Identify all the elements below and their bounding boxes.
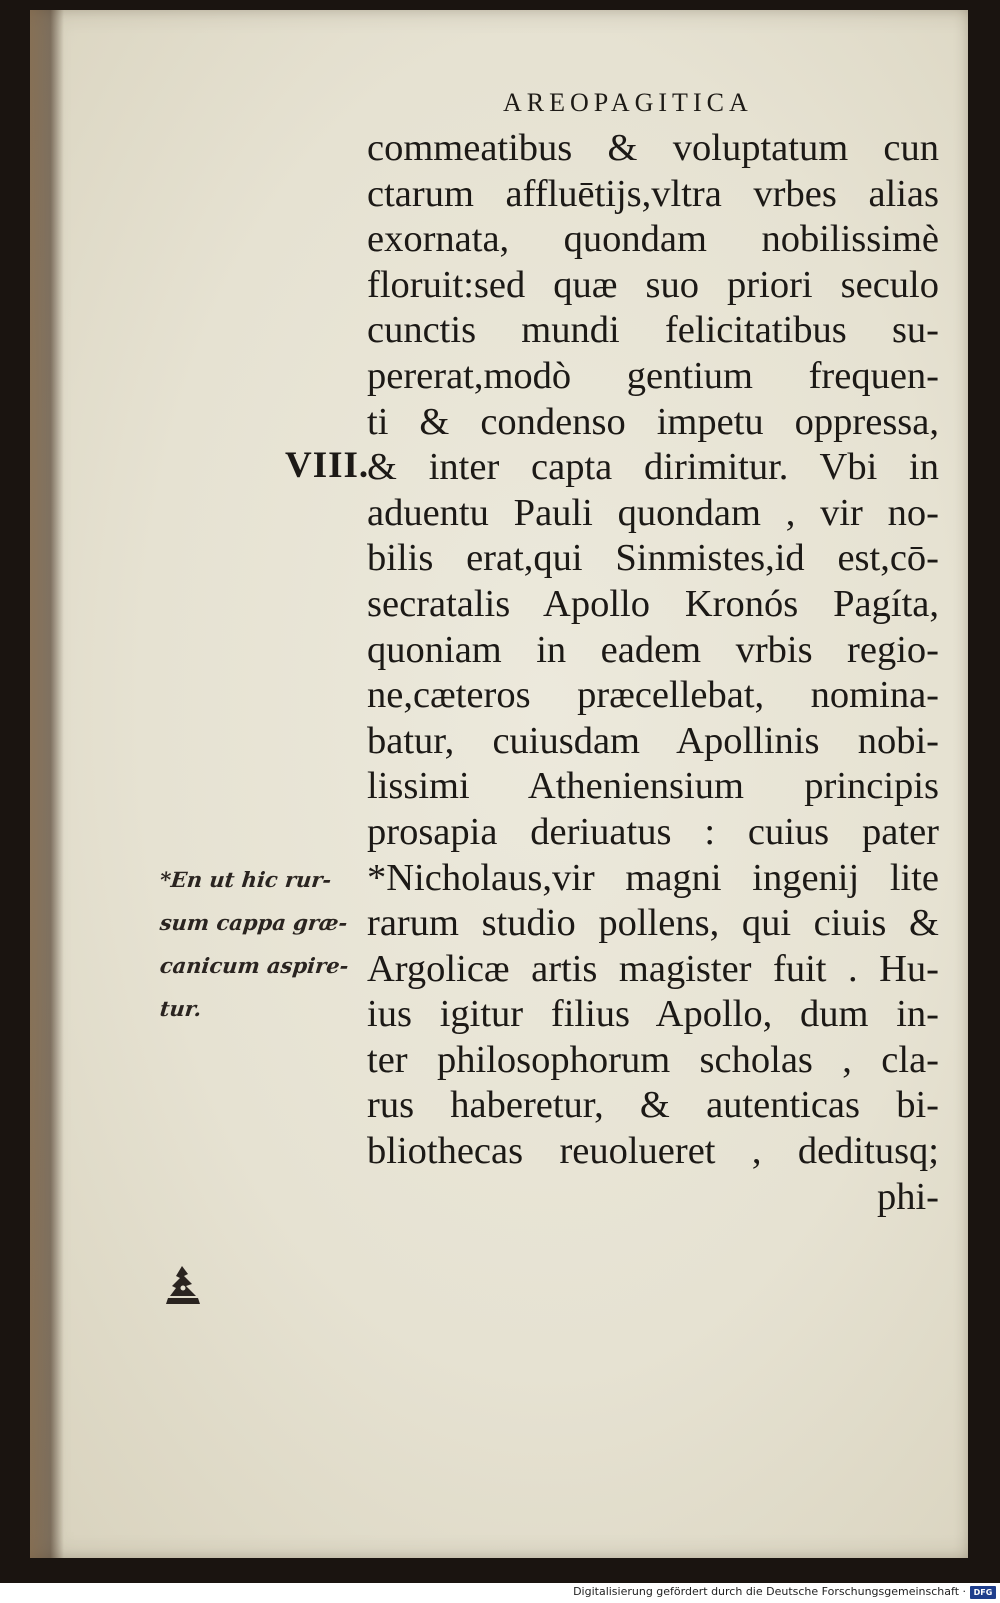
text-line: ius igitur filius Apollo, dum in-	[367, 993, 939, 1036]
text-line: Argolicæ artis magister fuit . Hu-	[367, 947, 939, 990]
text-line: rarum studio pollens, qui ciuis &	[367, 902, 939, 945]
text-line: rus haberetur, & autenticas bi-	[367, 1084, 939, 1127]
text-line: bilis erat,qui Sinmistes,id est,cō-	[367, 537, 939, 580]
running-head: AREOPAGITICA	[503, 88, 753, 117]
text-line: bliothecas reuolueret , deditusq;	[367, 1130, 939, 1173]
text-line: secratalis Apollo Kronós Pagíta,	[367, 582, 939, 625]
digitization-credit: Digitalisierung gefördert durch die Deutsche Forschungsgemeinschaft ·	[573, 1585, 966, 1598]
page-spine-shadow	[30, 10, 64, 1558]
text-line: pererat,modò gentium frequen-	[367, 354, 939, 397]
text-line: ter philosophorum scholas , cla-	[367, 1038, 939, 1081]
marginal-line: *En ut hic rur-	[158, 867, 333, 892]
chapter-number: VIII.	[285, 445, 370, 486]
text-line: ne,cæteros præcellebat, nomina-	[367, 674, 939, 717]
text-line: commeatibus & voluptatum cun	[367, 127, 939, 169]
text-line: exornata, quondam nobilissimè	[367, 218, 939, 261]
text-line: batur, cuiusdam Apollinis nobi-	[367, 719, 939, 762]
text-line: ctarum affluētijs,vltra vrbes alias	[367, 172, 939, 215]
text-line: aduentu Pauli quondam , vir no-	[367, 491, 939, 534]
text-line: prosapia deriuatus : cuius pater	[367, 810, 939, 853]
text-line: & inter capta dirimitur. Vbi in	[367, 446, 939, 489]
marginal-line: sum cappa græ-	[158, 910, 349, 935]
text-line: ti & condenso impetu oppressa,	[367, 400, 939, 443]
text-line: *Nicholaus,vir magni ingenij lite	[367, 856, 939, 899]
printer-ornament-icon	[162, 1262, 204, 1308]
catchword: phi-	[876, 1175, 939, 1218]
text-line: quoniam in eadem vrbis regio-	[367, 628, 939, 671]
body-text	[367, 126, 939, 1220]
marginal-note	[160, 858, 370, 1030]
marginal-line: canicum aspire-	[158, 953, 350, 978]
text-line: cunctis mundi felicitatibus su-	[367, 309, 939, 352]
text-line: floruit:sed quæ suo priori seculo	[367, 263, 939, 306]
marginal-line: tur.	[158, 996, 203, 1021]
text-line: lissimi Atheniensium principis	[367, 765, 939, 808]
dfg-logo-icon: DFG	[970, 1586, 996, 1599]
